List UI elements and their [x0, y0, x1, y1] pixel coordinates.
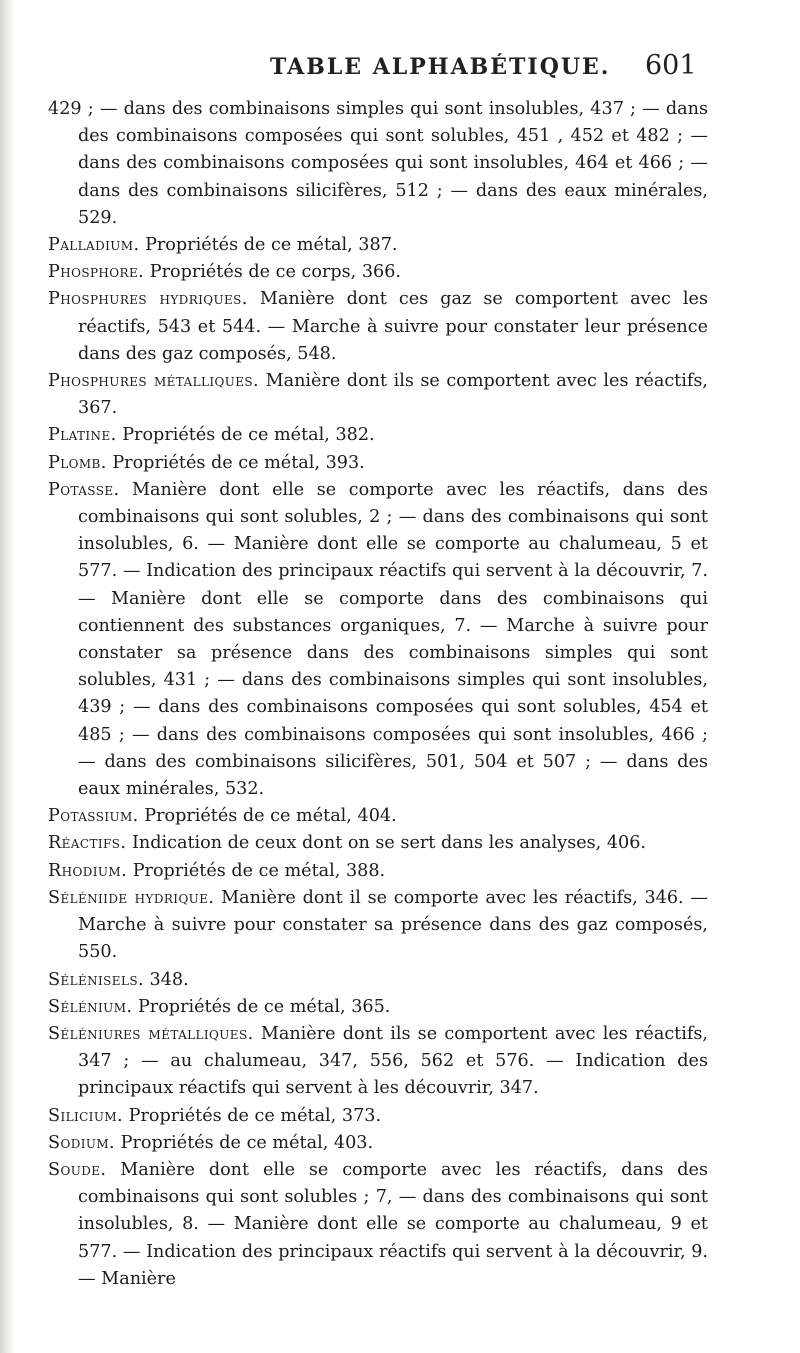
- entry-body: Manière dont elle se comporte avec les réactifs, dans des combinaisons qui sont solubles ; 7, — dans des combinaisons qui sont insolubles, 8. — Manière dont elle se comporte au chalumeau, 9 et 577. — Indication des principaux réactifs qui servent à la découvrir, 9. — Manière: [78, 1159, 708, 1289]
- entry-headword: Rhodium.: [48, 860, 128, 881]
- entry-headword: Sélénisels.: [48, 969, 144, 990]
- index-entry-platine: [48, 422, 708, 449]
- entry-headword: Séléniures métalliques.: [48, 1023, 254, 1044]
- entry-body: Propriétés de ce métal, 387.: [145, 235, 398, 256]
- index-entry-phosphore: [48, 259, 708, 286]
- page-number: 601: [645, 50, 697, 81]
- entry-headword: Phosphore.: [48, 262, 145, 283]
- running-head: [0, 50, 800, 90]
- entry-headword: Réactifs.: [48, 833, 127, 854]
- entry-headword: Potassium.: [48, 806, 139, 827]
- entry-headword: Palladium.: [48, 235, 140, 256]
- index-entry-phosphures-metalliques: [48, 368, 708, 422]
- entry-body: Propriétés de ce métal, 404.: [144, 806, 397, 827]
- index-entries: [48, 96, 708, 1293]
- entry-headword: Phosphures hydriques.: [48, 289, 248, 310]
- entry-body: Propriétés de ce métal, 393.: [112, 452, 365, 473]
- index-entry-continuation: [48, 96, 708, 232]
- entry-headword: Plomb.: [48, 452, 107, 473]
- entry-headword: Platine.: [48, 425, 117, 446]
- index-entry-reactifs: [48, 830, 708, 857]
- entry-body: Propriétés de ce métal, 382.: [122, 425, 375, 446]
- entry-body: Manière dont elle se comporte avec les réactifs, dans des combinaisons qui sont solubles, 2 ; — dans des combinaisons qui sont insolubles, 6. — Manière dont elle se comporte au chalumeau, 5 et 577. — Indication des principaux réactifs qui servent à la découvrir, 7. — Manière dont elle se comporte dans des combinaisons qui contiennent des substances organiques, 7. — Marche à suivre pour constater sa présence dans des combinaisons simples qui sont solubles, 431 ; — dans des combinaisons simples qui sont insolubles, 439 ; — dans des combinaisons composées qui sont solubles, 454 et 485 ; — dans des combinaisons composées qui sont insolubles, 466 ; — dans des combinaisons silicifères, 501, 504 et 507 ; — dans des eaux minérales, 532.: [78, 479, 708, 800]
- index-entry-potassium: [48, 803, 708, 830]
- entry-body: Manière dont ils se comportent avec les réactifs, 367.: [78, 371, 709, 419]
- index-entry-phosphures-hydriques: [48, 286, 708, 368]
- running-title: TABLE ALPHABÉTIQUE.: [270, 54, 611, 80]
- entry-body: Indication de ceux dont on se sert dans les analyses, 406.: [131, 833, 647, 854]
- entry-headword: Sélénium.: [48, 996, 133, 1017]
- index-entry-silicium: [48, 1103, 708, 1130]
- index-entry-soude: [48, 1157, 708, 1293]
- entry-body: Propriétés de ce métal, 403.: [120, 1132, 374, 1153]
- entry-headword: Soude.: [48, 1159, 107, 1180]
- index-entry-selenisels: [48, 967, 708, 994]
- index-entry-sodium: [48, 1130, 708, 1157]
- entry-body: 429 ; — dans des combinaisons simples qui sont insolubles, 437 ; — dans des combinaisons composées qui sont solubles, 451 , 452 et 482 ; — dans des combinaisons composées qui sont insolubles, 464 et 466 ; — dans des combinaisons silicifères, 512 ; — dans des eaux minérales, 529.: [48, 99, 708, 228]
- index-entry-seleniide-hydrique: [48, 885, 708, 967]
- entry-headword: Sodium.: [48, 1132, 116, 1153]
- index-entry-seleniures-metalliques: [48, 1021, 708, 1103]
- index-entry-rhodium: [48, 858, 708, 885]
- entry-body: Manière dont il se comporte avec les réactifs, 346. — Marche à suivre pour constater sa présence dans des gaz composés, 550.: [78, 887, 709, 963]
- index-entry-plomb: [48, 450, 708, 477]
- entry-headword: Potasse.: [48, 479, 120, 500]
- entry-body: Propriétés de ce corps, 366.: [149, 262, 402, 283]
- index-entry-selenium: [48, 994, 708, 1021]
- entry-body: Manière dont ces gaz se comportent avec les réactifs, 543 et 544. — Marche à suivre pour constater leur présence dans des gaz composés, 548.: [78, 289, 708, 364]
- index-entry-potasse: [48, 477, 708, 803]
- entry-headword: Silicium.: [48, 1105, 124, 1126]
- entry-headword: Séléniide hydrique.: [48, 887, 215, 908]
- entry-body: Manière dont ils se comportent avec les réactifs, 347 ; — au chalumeau, 347, 556, 562 et 576. — Indication des principaux réactifs qui servent à les découvrir, 347.: [78, 1023, 709, 1099]
- entry-body: Propriétés de ce métal, 388.: [132, 860, 386, 881]
- index-entry-palladium: [48, 232, 708, 259]
- entry-headword: Phosphures métalliques.: [48, 371, 260, 392]
- entry-body: Propriétés de ce métal, 365.: [137, 996, 391, 1017]
- entry-body: Propriétés de ce métal, 373.: [128, 1105, 382, 1126]
- entry-body: 348.: [149, 969, 189, 990]
- binding-shadow: [0, 0, 14, 1353]
